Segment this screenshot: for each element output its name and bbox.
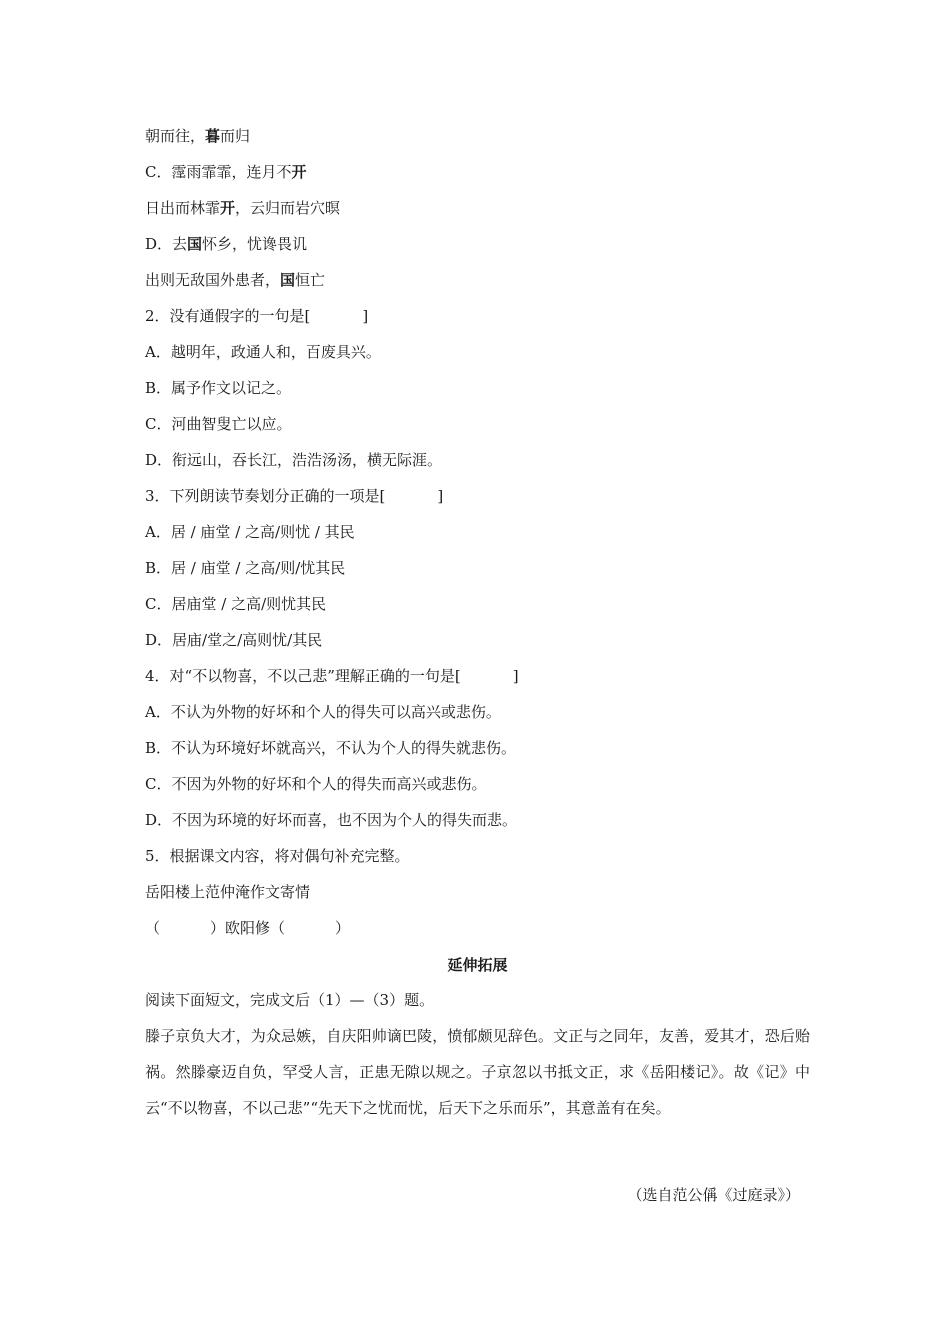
q3-option-a: A．居 / 庙堂 / 之高/则忧 / 其民 [145, 523, 355, 541]
q2-option-b: B．属予作文以记之。 [145, 379, 292, 397]
key-word: 开 [220, 199, 236, 217]
q1-option-b-example-2: 朝而往，暮而归 [145, 127, 251, 145]
q2-option-d: D．衔远山，吞长江，浩浩汤汤，横无际涯。 [145, 451, 443, 469]
q4-stem: 4．对“不以物喜，不以己悲”理解正确的一句是[ ] [145, 667, 519, 685]
q1-option-c: C．霪雨霏霏，连月不开 [145, 163, 307, 181]
q2-stem: 2．没有通假字的一句是[ ] [145, 307, 369, 325]
key-word: 暮 [205, 127, 221, 145]
q5-stem: 5．根据课文内容，将对偶句补充完整。 [145, 847, 410, 865]
q4-option-c: C．不因为外物的好坏和个人的得失而高兴或悲伤。 [145, 775, 487, 793]
key-word: 开 [291, 163, 307, 181]
reading-passage: 滕子京负大才，为众忌嫉，自庆阳帅谪巴陵，愤郁颇见辞色。文正与之同年，友善，爱其才，恐后贻祸。然滕豪迈自负，罕受人言，正患无隙以规之。子京忽以书抵文正，求《岳阳楼记》。故《记》中云“不以物喜，不以己悲”“先天下之忧而忧，后天下之乐而乐”，其意盖有在矣。 [145, 1027, 810, 1117]
key-word: 国 [280, 271, 296, 289]
q5-couplet-line-1: 岳阳楼上范仲淹作文寄情 [145, 883, 311, 901]
q1-option-c-example: 日出而林霏开，云归而岩穴暝 [145, 199, 341, 217]
q4-option-d: D．不因为环境的好坏而喜，也不因为个人的得失而悲。 [145, 811, 518, 829]
q4-option-a: A．不认为外物的好坏和个人的得失可以高兴或悲伤。 [145, 703, 501, 721]
reading-instructions: 阅读下面短文，完成文后（1）—（3）题。 [145, 991, 435, 1009]
q3-option-d: D．居庙/堂之/高则忧/其民 [145, 631, 323, 649]
key-word: 国 [187, 235, 203, 253]
section-heading: 延伸拓展 [447, 956, 508, 974]
q1-option-d-example: 出则无敌国外患者，国恒亡 [145, 271, 326, 289]
q3-stem: 3．下列朗读节奏划分正确的一项是[ ] [145, 487, 444, 505]
q4-option-b: B．不认为环境好坏就高兴，不认为个人的得失就悲伤。 [145, 739, 517, 757]
q3-option-c: C．居庙堂 / 之高/则忧其民 [145, 595, 327, 613]
q2-option-c: C．河曲智叟亡以应。 [145, 415, 292, 433]
q1-option-d: D．去国怀乡，忧谗畏讥 [145, 235, 308, 253]
q5-couplet-line-2: （ ）欧阳修（ ） [145, 919, 351, 937]
q3-option-b: B．居 / 庙堂 / 之高/则/忧其民 [145, 559, 346, 577]
passage-source: （选自范公偁《过庭录》） [627, 1186, 800, 1204]
q2-option-a: A．越明年，政通人和，百废具兴。 [145, 343, 381, 361]
